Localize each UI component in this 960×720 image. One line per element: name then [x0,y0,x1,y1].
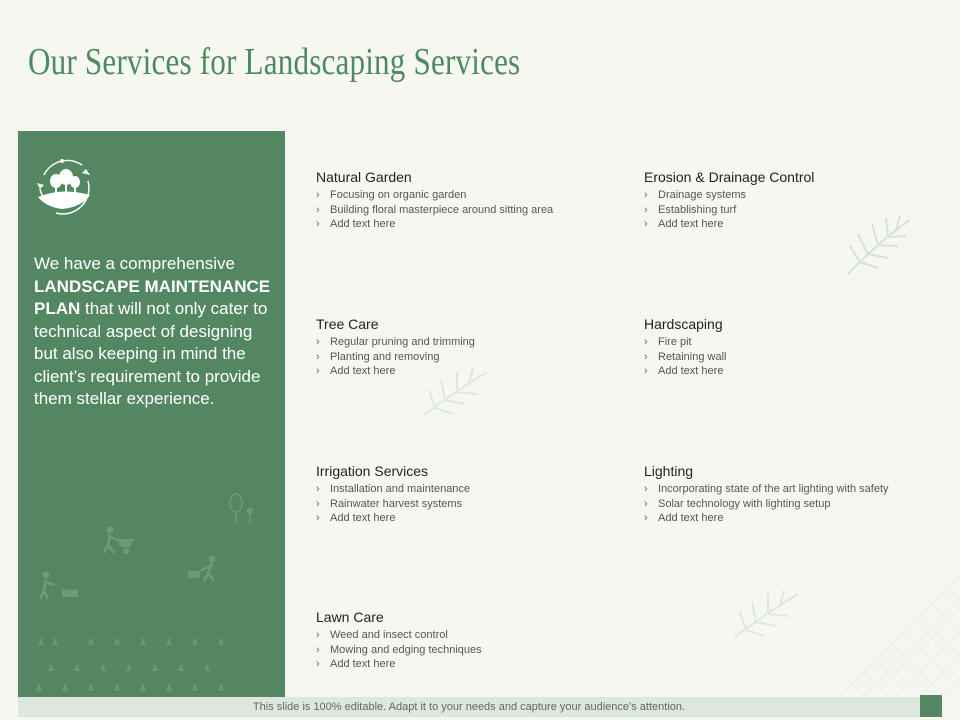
chevron-right-icon: › [316,350,320,363]
bullet-text: Add text here [330,658,396,671]
bullet-text: Installation and maintenance [330,483,471,495]
service-bullet [316,482,616,497]
chevron-right-icon: › [316,629,320,641]
service-title: Lawn Care [316,609,384,625]
chevron-right-icon: › [316,658,320,671]
landscaping-logo-icon [32,155,96,219]
bullet-text: Focusing on organic garden [330,189,467,201]
service-bullet [644,203,944,218]
chevron-right-icon: › [316,203,320,216]
service-bullet [644,364,944,379]
service-bullet [644,511,944,526]
slide-title: Our Services for Landscaping Services [28,41,521,83]
service-title: Erosion & Drainage Control [644,169,815,185]
service-title: Natural Garden [316,169,412,185]
chevron-right-icon: › [644,483,648,495]
chevron-right-icon: › [316,336,320,348]
chevron-right-icon: › [644,497,648,510]
service-bullet [316,628,616,643]
intro-panel [18,131,285,697]
service-bullet [316,657,616,672]
chevron-right-icon: › [644,365,648,378]
chevron-right-icon: › [644,336,648,348]
service-bullet [316,497,616,512]
palm-leaf-decoration [728,582,808,642]
bullet-text: Planting and removing [330,350,440,363]
service-bullet [644,350,944,365]
chevron-right-icon: › [316,483,320,495]
chevron-right-icon: › [316,512,320,525]
service-tree-care [316,315,616,379]
bullet-text: Drainage systems [658,189,747,201]
chevron-right-icon: › [644,512,648,525]
bullet-text: Solar technology with lighting setup [658,497,831,510]
service-title: Tree Care [316,316,379,332]
bullet-text: Fire pit [658,336,692,348]
corner-square-decoration [920,695,942,717]
chevron-right-icon: › [316,643,320,656]
service-hardscaping [644,315,944,379]
intro-text-part: that will not only cater to technical aspect of designing but also keeping in mind the client’s requirement to provide them stellar experience. [34,299,268,408]
chevron-right-icon: › [644,350,648,363]
service-title: Lighting [644,463,694,479]
bullet-text: Establishing turf [658,203,737,216]
service-title: Irrigation Services [316,463,429,479]
chevron-right-icon: › [644,218,648,231]
bullet-text: Incorporating state of the art lighting with safety [658,483,889,495]
chevron-right-icon: › [316,497,320,510]
service-bullet [316,643,616,658]
bullet-text: Retaining wall [658,350,727,363]
service-erosion-drainage [644,168,944,232]
intro-text-bold: LANDSCAPE MAINTENANCE PLAN [34,276,271,318]
bullet-text: Add text here [658,365,724,378]
bullet-text: Building floral masterpiece around sitting area [330,203,554,216]
gardening-illustration [18,481,285,697]
chevron-right-icon: › [316,218,320,231]
bullet-text: Add text here [330,365,396,378]
bullet-text: Add text here [330,512,396,525]
service-bullet [316,188,616,203]
intro-text-part: We have a comprehensive [34,254,235,273]
chevron-right-icon: › [316,365,320,378]
service-natural-garden [316,168,616,232]
footer-note: This slide is 100% editable. Adapt it to your needs and capture your audience’s attention. [18,697,920,717]
service-bullet [316,217,616,232]
service-title: Hardscaping [644,316,723,332]
bullet-text: Regular pruning and trimming [330,336,475,348]
grid-pattern-decoration [830,570,960,695]
bullet-text: Add text here [330,218,396,231]
bullet-text: Rainwater harvest systems [330,497,463,510]
service-bullet [316,203,616,218]
bullet-text: Mowing and edging techniques [330,643,482,656]
service-bullet [644,482,944,497]
chevron-right-icon: › [644,189,648,201]
service-bullet [316,350,616,365]
bullet-text: Add text here [658,218,724,231]
chevron-right-icon: › [316,189,320,201]
bullet-text: Weed and insect control [330,629,448,641]
intro-statement [34,253,274,411]
service-bullet [644,188,944,203]
service-bullet [316,511,616,526]
service-bullet [316,335,616,350]
bullet-text: Add text here [658,512,724,525]
service-bullet [644,335,944,350]
service-bullet [316,364,616,379]
service-irrigation [316,462,616,526]
service-bullet [644,217,944,232]
service-lawn-care [316,608,616,672]
service-lighting [644,462,944,526]
chevron-right-icon: › [644,203,648,216]
service-bullet [644,497,944,512]
